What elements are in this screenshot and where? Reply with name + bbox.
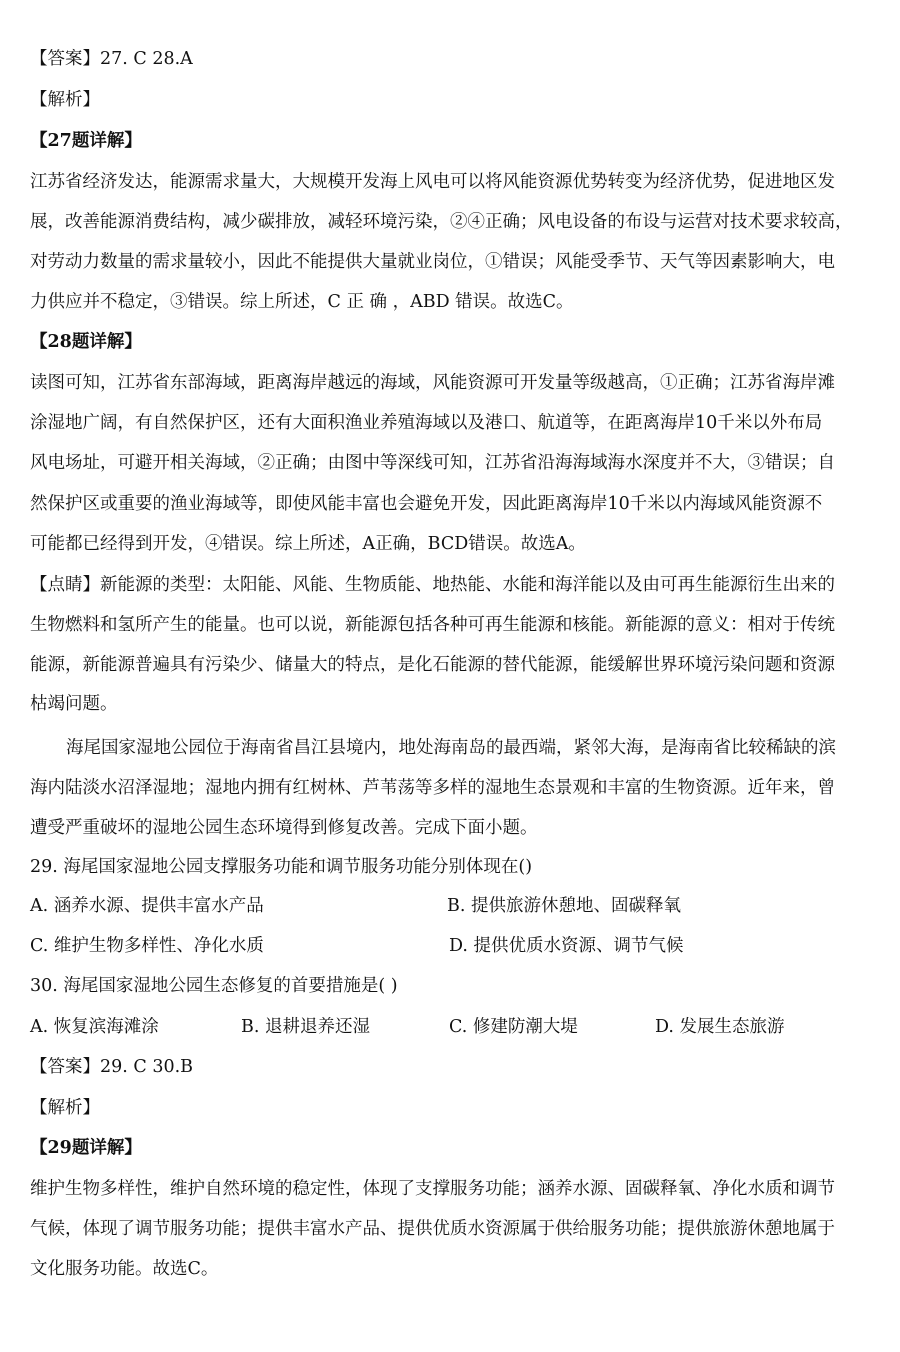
q28-line: 风电场址，可避开相关海域，②正确；由图中等深线可知，江苏省沿海海域海水深度并不大，③错误；自 [30, 453, 835, 473]
q29-option-d: D. 提供优质水资源、调节气候 [449, 936, 684, 956]
q28-line: 可能都已经得到开发，④错误。综上所述，A正确，BCD错误。故选A。 [30, 534, 586, 554]
tip-line: 枯竭问题。 [30, 694, 118, 714]
q29-line: 气候，体现了调节服务功能；提供丰富水产品、提供优质水资源属于供给服务功能；提供旅游休憩地属于 [30, 1219, 835, 1239]
q27-line: 江苏省经济发达，能源需求量大，大规模开发海上风电可以将风能资源优势转变为经济优势，促进地区发 [30, 172, 835, 192]
q28-heading: 【28题详解】 [30, 332, 142, 352]
q29-stem: 29. 海尾国家湿地公园支撑服务功能和调节服务功能分别体现在() [30, 857, 533, 877]
analysis-label: 【解析】 [30, 1098, 100, 1118]
q28-line: 涂湿地广阔，有自然保护区，还有大面积渔业养殖海域以及港口、航道等，在距离海岸10千米以外布局 [30, 413, 823, 433]
analysis-label: 【解析】 [30, 90, 100, 110]
tip-line: 生物燃料和氢所产生的能量。也可以说，新能源包括各种可再生能源和核能。新能源的意义：相对于传统 [30, 615, 835, 635]
q29-option-b: B. 提供旅游休憩地、固碳释氧 [447, 896, 681, 916]
tip-line: 【点睛】新能源的类型：太阳能、风能、生物质能、地热能、水能和海洋能以及由可再生能源衍生出来的 [30, 575, 835, 595]
q30-option-a: A. 恢复滨海滩涂 [30, 1017, 159, 1037]
tip-line: 能源，新能源普遍具有污染少、储量大的特点，是化石能源的替代能源，能缓解世界环境污染问题和资源 [30, 655, 835, 675]
q29-heading: 【29题详解】 [30, 1138, 142, 1158]
q27-line: 力供应并不稳定，③错误。综上所述，C 正 确 ，ABD 错误。故选C。 [30, 292, 574, 312]
q29-line: 文化服务功能。故选C。 [30, 1259, 219, 1279]
q27-line: 对劳动力数量的需求量较小，因此不能提供大量就业岗位，①错误；风能受季节、天气等因素影响大，电 [30, 252, 835, 272]
q29-line: 维护生物多样性，维护自然环境的稳定性，体现了支撑服务功能；涵养水源、固碳释氧、净化水质和调节 [30, 1179, 835, 1199]
q30-option-c: C. 修建防潮大堤 [449, 1017, 578, 1037]
q27-heading: 【27题详解】 [30, 131, 142, 151]
q30-option-d: D. 发展生态旅游 [655, 1017, 785, 1037]
passage-line: 海内陆淡水沼泽湿地；湿地内拥有红树林、芦苇荡等多样的湿地生态景观和丰富的生物资源。近年来，曾 [30, 778, 835, 798]
q29-option-c: C. 维护生物多样性、净化水质 [30, 936, 264, 956]
answer-29-30: 【答案】29. C 30.B [30, 1057, 194, 1077]
q28-line: 然保护区或重要的渔业海域等，即使风能丰富也会避免开发，因此距离海岸10千米以内海域风能资源不 [30, 494, 823, 514]
answer-27-28: 【答案】27. C 28.A [30, 49, 193, 69]
q29-option-a: A. 涵养水源、提供丰富水产品 [30, 896, 264, 916]
passage-line: 遭受严重破坏的湿地公园生态环境得到修复改善。完成下面小题。 [30, 818, 538, 838]
q30-stem: 30. 海尾国家湿地公园生态修复的首要措施是( ) [30, 976, 398, 996]
q27-line: 展，改善能源消费结构，减少碳排放，减轻环境污染，②④正确；风电设备的布设与运营对技术要求较高， [30, 212, 853, 232]
passage-line: 海尾国家湿地公园位于海南省昌江县境内，地处海南岛的最西端，紧邻大海，是海南省比较稀缺的滨 [66, 738, 836, 758]
q30-option-b: B. 退耕退养还湿 [241, 1017, 370, 1037]
q28-line: 读图可知，江苏省东部海域，距离海岸越远的海域，风能资源可开发量等级越高，①正确；江苏省海岸滩 [30, 373, 835, 393]
